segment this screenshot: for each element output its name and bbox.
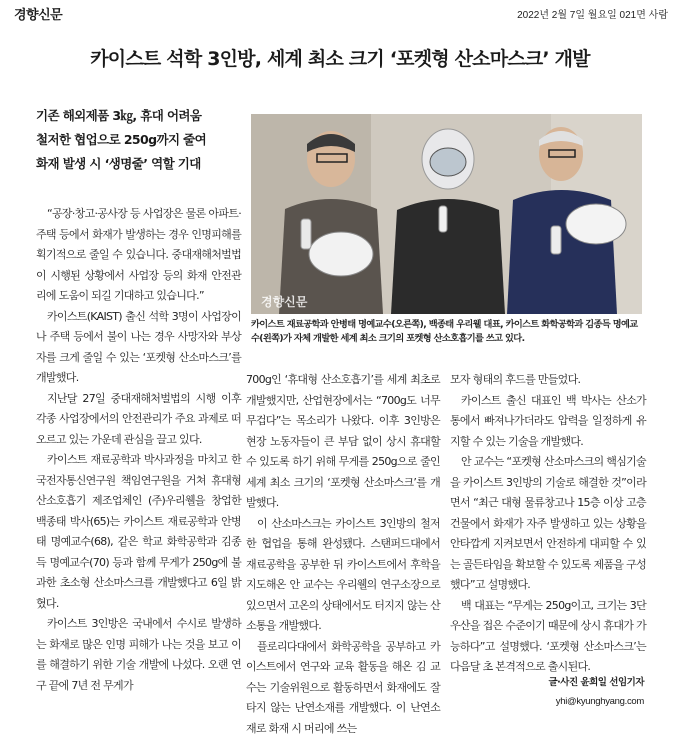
paragraph: “공장·창고·공사장 등 사업장은 물론 아파트·주택 등에서 화재가 발생하는 경우 인명피해를 획기적으로 줄일 수 있습니다. 중대재해처벌법이 시행된 상황에서 사업장 등의 화재 안전관리에 도움이 되길 기대하고 있습니다.” [36, 204, 241, 307]
paragraph: 안 교수는 “포켓형 산소마스크의 핵심기술을 카이스트 3인방의 기술로 해결한 것”이라면서 “최근 대형 물류창고나 15층 이상 고층건물에서 화재가 자주 발생하고 있는 상황을 안타깝게 지켜보면서 안전하게 대피할 수 있는 골든타임을 확보할 수 있도록 제품을 구성했다”고 설명했다. [450, 452, 646, 596]
subhead: 화재 발생 시 ‘생명줄’ 역할 기대 [36, 152, 241, 176]
author-email: yhi@kyunghyang.com [556, 696, 644, 707]
article-column-2 [246, 370, 440, 739]
paragraph: 모자 형태의 후드를 만들었다. [450, 370, 646, 391]
photo-caption: 카이스트 재료공학과 안병태 명예교수(오른쪽), 백종태 우리웰 대표, 카이스트 화학공학과 김종득 명예교수(왼쪽)가 자체 개발한 세계 최소 크기의 포켓형 산소호흡기를 쓰고 있다. [251, 318, 643, 346]
photo-watermark: 경향신문 [261, 293, 307, 310]
paragraph: 카이스트(KAIST) 출신 석학 3명이 사업장이나 주택 등에서 불이 나는 경우 사망자와 부상자를 크게 줄일 수 있는 ‘포켓형 산소마스크’를 개발했다. [36, 307, 241, 389]
paragraph: 카이스트 출신 대표인 백 박사는 산소가 통에서 빠져나가더라도 압력을 일정하게 유지할 수 있는 기술을 개발했다. [450, 391, 646, 453]
byline: 글·사진 윤희일 선임기자 [549, 674, 645, 688]
dateline: 2022년 2월 7일 월요일 021면 사람 [517, 6, 668, 21]
article-column-3 [450, 370, 646, 678]
subheads [36, 104, 241, 176]
subhead: 기존 해외제품 3㎏, 휴대 어려움 [36, 104, 241, 128]
headline: 카이스트 석학 3인방, 세계 최소 크기 ‘포켓형 산소마스크’ 개발 [0, 44, 680, 71]
paragraph: 카이스트 3인방은 국내에서 수시로 발생하는 화재로 많은 인명 피해가 나는 것을 보고 이를 해결하기 위한 기술 개발에 나섰다. 오랜 연구 끝에 7년 전 무게가 [36, 614, 241, 696]
paragraph: 700g인 ‘휴대형 산소호흡기’를 세계 최초로 개발했지만, 산업현장에서는 “700g도 너무 무겁다”는 목소리가 나왔다. 이후 3인방은 현장 노동자들이 큰 부담 없이 상시 휴대할 수 있도록 하기 위해 무게를 250g으로 줄인 세계 최소 크기의 ‘포켓형 산소마스크’를 개발했다. [246, 370, 440, 514]
paragraph: 카이스트 재료공학과 박사과정을 마치고 한국전자통신연구원 책임연구원을 거쳐 휴대형 산소호흡기 제조업체인 (주)우리웰을 창업한 백종태 박사(65)는 카이스트 재료공학과 안병태 명예교수(68), 같은 학교 화학공학과 김종득 명예교수(70) 등과 함께 무게가 250g에 불과한 초소형 산소마스크를 개발했다고 6일 밝혔다. [36, 450, 241, 614]
paragraph: 백 대표는 “무게는 250g이고, 크기는 3단 우산을 접은 수준이기 때문에 상시 휴대가 가능하다”고 설명했다. ‘포켓형 산소마스크’는 다음달 초 본격적으로 출시된다. [450, 596, 646, 678]
subhead: 철저한 협업으로 250g까지 줄여 [36, 128, 241, 152]
photo-illustration [251, 114, 642, 314]
masthead: 경향신문 [14, 4, 62, 23]
paragraph: 지난달 27일 중대재해처벌법의 시행 이후 각종 사업장에서의 안전관리가 주요 과제로 떠오르고 있는 가운데 관심을 끌고 있다. [36, 389, 241, 451]
article-column-1 [36, 204, 241, 696]
news-photo [251, 114, 642, 314]
paragraph: 이 산소마스크는 카이스트 3인방의 철저한 협업을 통해 완성됐다. 스탠퍼드대에서 재료공학을 공부한 뒤 카이스트에서 후학을 지도해온 안 교수는 우리웰의 연구소장으로 있으면서 고온의 상태에서도 터지지 않는 산소통을 개발했다. [246, 514, 440, 637]
paragraph: 플로리다대에서 화학공학을 공부하고 카이스트에서 연구와 교육 활동을 해온 김 교수는 기술위원으로 활동하면서 화재에도 잘 타지 않는 난연소재를 개발했다. 이 난연소재로 화재 시 머리에 쓰는 [246, 637, 440, 739]
